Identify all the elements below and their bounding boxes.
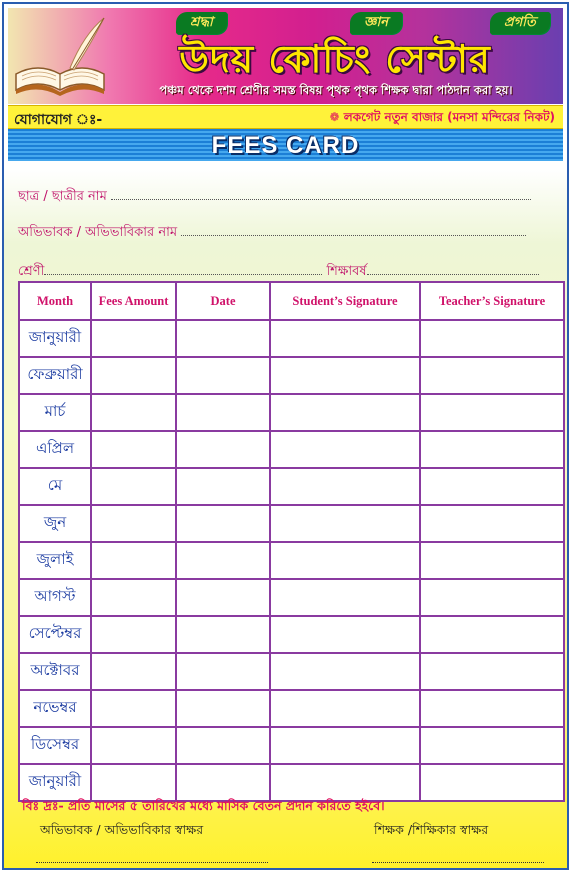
table-header-row [19,282,564,320]
table-row [19,394,564,431]
fees-amount-cell[interactable] [91,690,176,727]
teacher-signature-cell[interactable] [420,431,564,468]
fees-amount-cell[interactable] [91,579,176,616]
fees-amount-cell[interactable] [91,431,176,468]
student-signature-cell[interactable] [270,468,420,505]
session-blank[interactable] [367,262,539,275]
tag-shraddha: শ্রদ্ধা [176,12,227,34]
class-blank[interactable] [44,262,322,275]
student-signature-cell[interactable] [270,542,420,579]
student-signature-cell[interactable] [270,616,420,653]
table-row [19,431,564,468]
table-row [19,616,564,653]
contact-bar [8,105,563,129]
month-cell: এপ্রিল [19,431,91,468]
subtitle: পঞ্চম থেকে দশম শ্রেণীর সমস্ত বিষয় পৃথক পৃথক শিক্ষক দ্বারা পাঠদান করা হয়। [159,83,513,97]
fees-card-title: FEES CARD [211,132,360,159]
month-cell: সেপ্টেম্বর [19,616,91,653]
guardian-name-label: অভিভাবক / অভিভাবিকার নাম [18,225,178,240]
fees-amount-cell[interactable] [91,616,176,653]
date-cell[interactable] [176,542,270,579]
guardian-signature-line[interactable] [36,862,268,863]
fees-amount-cell[interactable] [91,394,176,431]
table-row [19,357,564,394]
month-cell: নভেম্বর [19,690,91,727]
teacher-signature-cell[interactable] [420,542,564,579]
teacher-signature-label: শিক্ষক /শিক্ষিকার স্বাক্ষর [374,822,489,837]
date-cell[interactable] [176,579,270,616]
table-row [19,505,564,542]
student-signature-cell[interactable] [270,357,420,394]
table-row [19,727,564,764]
fees-table [18,281,565,802]
address: ❁ লকগেট নতুন বাজার (মনসা মন্দিরের নিকট) [329,110,555,124]
fees-table-body [19,320,564,801]
teacher-signature-cell[interactable] [420,579,564,616]
fees-amount-cell[interactable] [91,727,176,764]
coaching-center-title: উদয় কোচিং সেন্টার [179,37,491,81]
student-signature-cell[interactable] [270,505,420,542]
teacher-signature-cell[interactable] [420,727,564,764]
month-cell: ফেব্রুয়ারী [19,357,91,394]
class-session-field [18,262,539,283]
month-cell: মার্চ [19,394,91,431]
teacher-signature-cell[interactable] [420,468,564,505]
student-name-blank[interactable] [111,187,531,200]
tag-gyan: জ্ঞান [350,12,402,34]
guardian-signature-label: অভিভাবক / অভিভাবিকার স্বাক্ষর [40,822,204,837]
teacher-signature-cell[interactable] [420,653,564,690]
table-row [19,542,564,579]
header-date: Date [176,282,270,320]
tag-progoti: প্রগতি [490,12,550,34]
student-signature-cell[interactable] [270,579,420,616]
date-cell[interactable] [176,431,270,468]
student-signature-cell[interactable] [270,727,420,764]
month-cell: অক্টোবর [19,653,91,690]
teacher-signature-cell[interactable] [420,690,564,727]
session-label: শিক্ষাবর্ষ [326,264,367,279]
month-cell: মে [19,468,91,505]
date-cell[interactable] [176,690,270,727]
month-cell: জানুয়ারী [19,764,91,801]
date-cell[interactable] [176,320,270,357]
date-cell[interactable] [176,505,270,542]
month-cell: ডিসেম্বর [19,727,91,764]
guardian-name-blank[interactable] [181,223,526,236]
month-cell: আগস্ট [19,579,91,616]
month-cell: জুলাই [19,542,91,579]
date-cell[interactable] [176,764,270,801]
class-label: শ্রেণী [18,264,45,279]
header-teacher-signature: Teacher’s Signature [420,282,564,320]
fees-card [2,2,569,870]
student-signature-cell[interactable] [270,764,420,801]
contact-label: যোগাযোগ ঃ- [14,112,103,128]
table-row [19,320,564,357]
open-book-quill-icon [12,16,108,100]
student-signature-cell[interactable] [270,320,420,357]
table-row [19,764,564,801]
month-cell: জুন [19,505,91,542]
header-student-signature: Student’s Signature [270,282,420,320]
teacher-signature-cell[interactable] [420,616,564,653]
date-cell[interactable] [176,653,270,690]
teacher-signature-line[interactable] [372,862,544,863]
fees-amount-cell[interactable] [91,764,176,801]
header-banner [8,8,563,104]
teacher-signature-cell[interactable] [420,320,564,357]
fees-card-banner [8,129,563,161]
month-cell: জানুয়ারী [19,320,91,357]
fees-amount-cell[interactable] [91,468,176,505]
teacher-signature-cell[interactable] [420,394,564,431]
student-signature-cell[interactable] [270,394,420,431]
header-fees-amount: Fees Amount [91,282,176,320]
student-signature-cell[interactable] [270,431,420,468]
student-name-field [18,187,531,208]
student-name-label: ছাত্র / ছাত্রীর নাম [18,189,107,204]
table-row [19,579,564,616]
table-row [19,690,564,727]
teacher-signature-cell[interactable] [420,357,564,394]
date-cell[interactable] [176,394,270,431]
date-cell[interactable] [176,727,270,764]
teacher-signature-cell[interactable] [420,764,564,801]
fees-amount-cell[interactable] [91,357,176,394]
student-signature-cell[interactable] [270,653,420,690]
student-signature-cell[interactable] [270,690,420,727]
teacher-signature-cell[interactable] [420,505,564,542]
guardian-name-field [18,223,526,244]
table-row [19,468,564,505]
date-cell[interactable] [176,357,270,394]
table-row [19,653,564,690]
fees-amount-cell[interactable] [91,320,176,357]
fees-amount-cell[interactable] [91,505,176,542]
date-cell[interactable] [176,468,270,505]
date-cell[interactable] [176,616,270,653]
payment-note: বিঃ দ্রঃ- প্রতি মাসের ৫ তারিখের মধ্যে মাসিক বেতন প্রদান করিতে হইবে। [22,798,385,813]
fees-amount-cell[interactable] [91,653,176,690]
fees-amount-cell[interactable] [91,542,176,579]
header-month: Month [19,282,91,320]
